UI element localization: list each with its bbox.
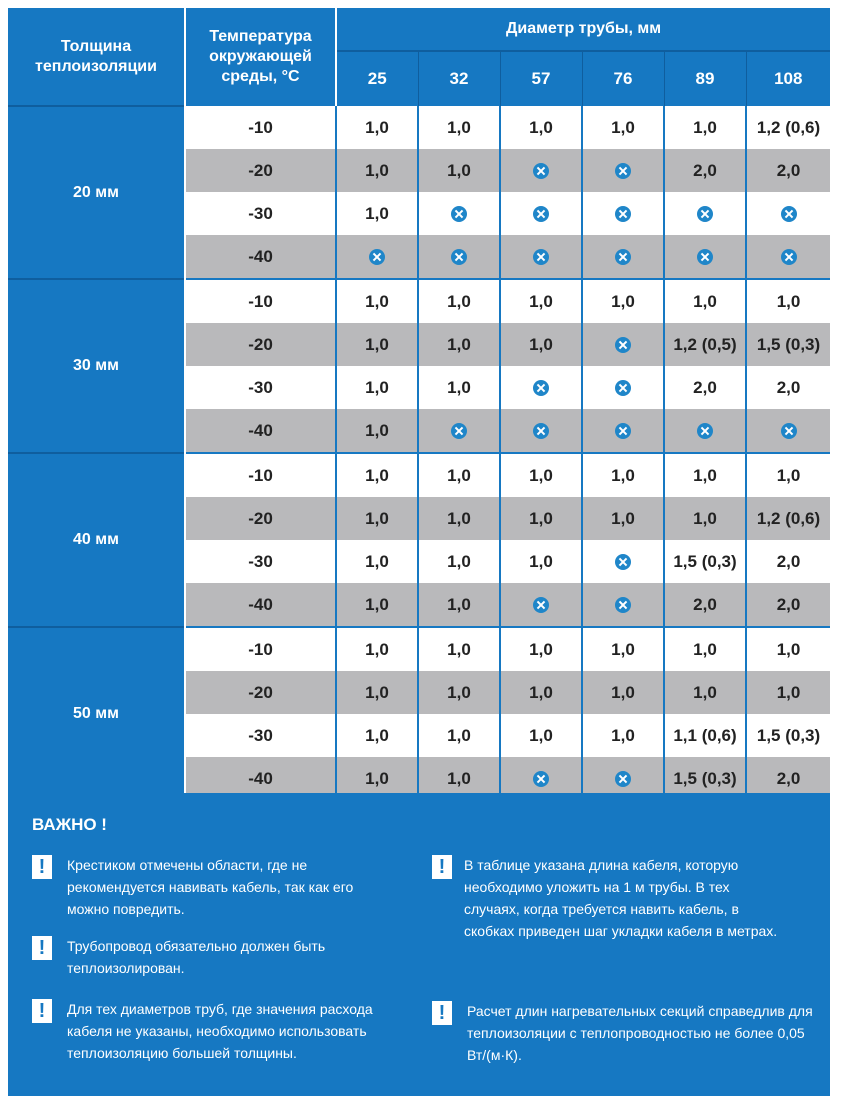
not-recommended-cell <box>582 323 664 366</box>
cross-circle-icon <box>533 597 549 613</box>
not-recommended-cell <box>582 409 664 453</box>
cable-length-table <box>8 8 830 800</box>
cross-circle-icon <box>697 249 713 265</box>
value-cell: 1,5 (0,3) <box>746 323 830 366</box>
value-cell: 1,0 <box>500 323 582 366</box>
value-cell: 1,0 <box>582 714 664 757</box>
temperature-cell: -30 <box>185 192 336 235</box>
value-cell: 1,0 <box>664 497 746 540</box>
cross-circle-icon <box>533 423 549 439</box>
value-cell: 1,0 <box>336 149 418 192</box>
not-recommended-cell <box>500 235 582 279</box>
temperature-cell: -20 <box>185 323 336 366</box>
value-cell: 1,0 <box>336 627 418 671</box>
value-cell: 1,0 <box>336 323 418 366</box>
not-recommended-cell <box>746 235 830 279</box>
thickness-cell: 30 мм <box>8 279 185 453</box>
not-recommended-cell <box>418 192 500 235</box>
table-body <box>8 106 830 800</box>
temperature-cell: -40 <box>185 757 336 800</box>
value-cell: 1,2 (0,5) <box>664 323 746 366</box>
not-recommended-cell <box>664 235 746 279</box>
cross-circle-icon <box>533 380 549 396</box>
cross-circle-icon <box>697 423 713 439</box>
value-cell: 1,0 <box>336 714 418 757</box>
thickness-cell: 40 мм <box>8 453 185 627</box>
value-cell: 2,0 <box>664 583 746 627</box>
note-2-text: Трубопровод обязательно должен быть теплоизолирован. <box>67 938 326 976</box>
table-row <box>8 106 830 149</box>
value-cell: 1,0 <box>746 627 830 671</box>
table-row <box>8 453 830 497</box>
value-cell: 1,0 <box>418 671 500 714</box>
value-cell: 2,0 <box>746 757 830 800</box>
diameter-89: 89 <box>664 51 746 106</box>
value-cell: 2,0 <box>746 366 830 409</box>
temperature-cell: -20 <box>185 671 336 714</box>
value-cell: 1,5 (0,3) <box>664 757 746 800</box>
not-recommended-cell <box>500 366 582 409</box>
cross-circle-icon <box>451 206 467 222</box>
value-cell: 2,0 <box>664 366 746 409</box>
not-recommended-cell <box>582 583 664 627</box>
temperature-cell: -40 <box>185 409 336 453</box>
temperature-cell: -20 <box>185 497 336 540</box>
not-recommended-cell <box>336 235 418 279</box>
note-4-text: В таблице указана длина кабеля, которую необходимо уложить на 1 м трубы. В тех случаях, когда требуется навить кабель, в скобках приведен шаг укладки кабеля в метрах. <box>464 857 778 939</box>
temperature-cell: -30 <box>185 540 336 583</box>
value-cell: 1,0 <box>746 671 830 714</box>
note-5-text: Расчет длин нагревательных секций справедлив для теплоизоляции с теплопроводностью не более 0,05 Вт/(м·К). <box>467 1003 813 1063</box>
value-cell: 1,0 <box>664 627 746 671</box>
value-cell: 1,0 <box>582 497 664 540</box>
value-cell: 1,0 <box>500 279 582 323</box>
value-cell: 1,0 <box>336 540 418 583</box>
cross-circle-icon <box>781 249 797 265</box>
temperature-cell: -20 <box>185 149 336 192</box>
thickness-header: Толщина теплоизоляции <box>8 8 185 106</box>
value-cell: 1,0 <box>336 409 418 453</box>
temperature-cell: -30 <box>185 714 336 757</box>
value-cell: 1,0 <box>418 714 500 757</box>
value-cell: 1,0 <box>418 453 500 497</box>
value-cell: 1,0 <box>582 279 664 323</box>
value-cell: 1,0 <box>418 323 500 366</box>
cross-circle-icon <box>615 337 631 353</box>
table-row <box>8 627 830 671</box>
value-cell: 2,0 <box>664 149 746 192</box>
temperature-cell: -40 <box>185 583 336 627</box>
not-recommended-cell <box>582 366 664 409</box>
value-cell: 1,0 <box>500 627 582 671</box>
diameter-32: 32 <box>418 51 500 106</box>
not-recommended-cell <box>500 409 582 453</box>
value-cell: 1,0 <box>500 497 582 540</box>
value-cell: 1,0 <box>582 671 664 714</box>
not-recommended-cell <box>500 149 582 192</box>
thickness-cell: 50 мм <box>8 627 185 800</box>
value-cell: 1,0 <box>746 453 830 497</box>
value-cell: 1,0 <box>418 366 500 409</box>
value-cell: 1,0 <box>664 106 746 149</box>
table-wrapper <box>8 8 830 800</box>
not-recommended-cell <box>500 192 582 235</box>
value-cell: 1,0 <box>500 453 582 497</box>
cross-circle-icon <box>451 249 467 265</box>
not-recommended-cell <box>582 149 664 192</box>
diameter-108: 108 <box>746 51 830 106</box>
note-1-text: Крестиком отмечены области, где не рекомендуется навивать кабель, так как его можно повредить. <box>67 857 354 917</box>
value-cell: 1,0 <box>500 106 582 149</box>
cross-circle-icon <box>615 597 631 613</box>
cross-circle-icon <box>615 206 631 222</box>
cross-circle-icon <box>781 423 797 439</box>
cross-circle-icon <box>615 249 631 265</box>
value-cell: 1,0 <box>418 497 500 540</box>
cross-circle-icon <box>615 380 631 396</box>
cross-circle-icon <box>369 249 385 265</box>
temperature-cell: -10 <box>185 627 336 671</box>
temperature-cell: -30 <box>185 366 336 409</box>
value-cell: 1,0 <box>664 279 746 323</box>
value-cell: 1,1 (0,6) <box>664 714 746 757</box>
value-cell: 1,0 <box>336 583 418 627</box>
not-recommended-cell <box>582 540 664 583</box>
cross-circle-icon <box>615 771 631 787</box>
exclamation-icon: ! <box>32 999 52 1023</box>
value-cell: 1,0 <box>336 192 418 235</box>
exclamation-icon: ! <box>32 855 52 879</box>
not-recommended-cell <box>746 409 830 453</box>
thickness-cell: 20 мм <box>8 106 185 279</box>
cross-circle-icon <box>615 554 631 570</box>
notes-title: ВАЖНО ! <box>32 815 107 834</box>
temperature-cell: -40 <box>185 235 336 279</box>
cross-circle-icon <box>533 771 549 787</box>
value-cell: 2,0 <box>746 583 830 627</box>
cross-circle-icon <box>533 163 549 179</box>
value-cell: 2,0 <box>746 540 830 583</box>
value-cell: 1,0 <box>664 671 746 714</box>
value-cell: 1,0 <box>582 453 664 497</box>
not-recommended-cell <box>500 583 582 627</box>
exclamation-icon: ! <box>432 1001 452 1025</box>
cross-circle-icon <box>451 423 467 439</box>
temperature-header: Температура окружающей среды, °С <box>185 8 336 106</box>
value-cell: 1,0 <box>418 757 500 800</box>
value-cell: 1,5 (0,3) <box>746 714 830 757</box>
value-cell: 1,5 (0,3) <box>664 540 746 583</box>
note-3-text: Для тех диаметров труб, где значения расхода кабеля не указаны, необходимо использовать теплоизоляцию большей толщины. <box>67 1001 373 1061</box>
value-cell: 1,0 <box>336 106 418 149</box>
value-cell: 1,0 <box>336 497 418 540</box>
diameter-25: 25 <box>336 51 418 106</box>
not-recommended-cell <box>582 192 664 235</box>
diameter-header: Диаметр трубы, мм <box>336 8 830 51</box>
value-cell: 1,0 <box>418 540 500 583</box>
value-cell: 1,0 <box>418 106 500 149</box>
exclamation-icon: ! <box>432 855 452 879</box>
not-recommended-cell <box>582 235 664 279</box>
important-notes-panel <box>8 793 830 1096</box>
not-recommended-cell <box>664 192 746 235</box>
table-row <box>8 279 830 323</box>
cross-circle-icon <box>615 163 631 179</box>
diameter-57: 57 <box>500 51 582 106</box>
temperature-cell: -10 <box>185 453 336 497</box>
temperature-cell: -10 <box>185 106 336 149</box>
not-recommended-cell <box>418 235 500 279</box>
cross-circle-icon <box>533 206 549 222</box>
value-cell: 1,0 <box>418 583 500 627</box>
value-cell: 1,0 <box>500 714 582 757</box>
cross-circle-icon <box>781 206 797 222</box>
value-cell: 1,0 <box>664 453 746 497</box>
value-cell: 1,2 (0,6) <box>746 106 830 149</box>
not-recommended-cell <box>418 409 500 453</box>
value-cell: 1,0 <box>418 279 500 323</box>
cross-circle-icon <box>697 206 713 222</box>
value-cell: 1,0 <box>336 279 418 323</box>
not-recommended-cell <box>746 192 830 235</box>
exclamation-icon: ! <box>32 936 52 960</box>
value-cell: 1,0 <box>500 671 582 714</box>
value-cell: 1,2 (0,6) <box>746 497 830 540</box>
value-cell: 1,0 <box>336 757 418 800</box>
value-cell: 1,0 <box>418 149 500 192</box>
temperature-cell: -10 <box>185 279 336 323</box>
diameter-76: 76 <box>582 51 664 106</box>
value-cell: 1,0 <box>582 627 664 671</box>
not-recommended-cell <box>664 409 746 453</box>
value-cell: 1,0 <box>336 366 418 409</box>
value-cell: 1,0 <box>418 627 500 671</box>
cross-circle-icon <box>615 423 631 439</box>
value-cell: 1,0 <box>336 453 418 497</box>
value-cell: 2,0 <box>746 149 830 192</box>
value-cell: 1,0 <box>500 540 582 583</box>
value-cell: 1,0 <box>336 671 418 714</box>
value-cell: 1,0 <box>582 106 664 149</box>
cross-circle-icon <box>533 249 549 265</box>
value-cell: 1,0 <box>746 279 830 323</box>
